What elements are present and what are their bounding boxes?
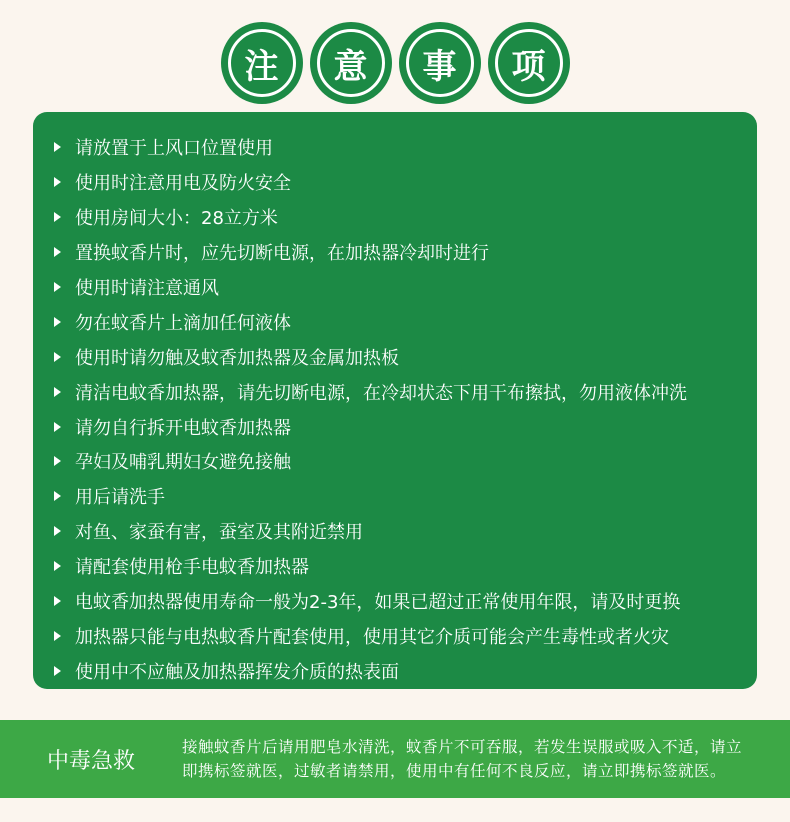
list-item [51, 618, 757, 653]
list-item-text: 置换蚊香片时，应先切断电源，在加热器冷却时进行 [75, 243, 489, 265]
list-item [51, 374, 757, 409]
list-item [51, 653, 757, 688]
triangle-bullet-icon [54, 247, 61, 257]
triangle-bullet-icon [54, 456, 61, 466]
list-item-text: 请勿自行拆开电蚊香加热器 [75, 417, 291, 439]
list-item-text: 孕妇及哺乳期妇女避免接触 [75, 452, 291, 474]
list-item-text: 勿在蚊香片上滴加任何液体 [75, 312, 291, 334]
title-badge [310, 22, 392, 104]
triangle-bullet-icon [54, 491, 61, 501]
first-aid-text: 接触蚊香片后请用肥皂水清洗，蚊香片不可吞服，若发生误服或吸入不适，请立即携标签就医，过敏者请禁用，使用中有任何不良反应，请立即携标签就医。 [182, 738, 743, 780]
list-item [51, 584, 757, 619]
list-item [51, 235, 757, 270]
triangle-bullet-icon [54, 142, 61, 152]
triangle-bullet-icon [54, 282, 61, 292]
triangle-bullet-icon [54, 352, 61, 362]
precautions-list [33, 112, 757, 688]
list-item [51, 339, 757, 374]
list-item-text: 对鱼、家蚕有害，蚕室及其附近禁用 [75, 522, 363, 544]
triangle-bullet-icon [54, 666, 61, 676]
triangle-bullet-icon [54, 526, 61, 536]
list-item-text: 使用房间大小：28立方米 [75, 208, 278, 230]
title-badge [488, 22, 570, 104]
first-aid-banner [0, 720, 790, 798]
list-item [51, 409, 757, 444]
list-item-text: 使用时请勿触及蚊香加热器及金属加热板 [75, 347, 399, 369]
list-item-text: 使用时请注意通风 [75, 278, 219, 299]
title-row [0, 22, 790, 104]
first-aid-title: 中毒急救 [46, 748, 135, 774]
list-item-text: 清洁电蚊香加热器，请先切断电源，在冷却状态下用干布擦拭，勿用液体冲洗 [75, 382, 687, 404]
list-item-text: 使用时注意用电及防火安全 [75, 173, 291, 195]
triangle-bullet-icon [54, 631, 61, 641]
triangle-bullet-icon [54, 596, 61, 606]
list-item-text: 用后请洗手 [75, 487, 165, 509]
list-item [51, 165, 757, 200]
triangle-bullet-icon [54, 177, 61, 187]
triangle-bullet-icon [54, 387, 61, 397]
list-item [51, 200, 757, 235]
list-item [51, 130, 757, 165]
list-item [51, 549, 757, 584]
title-char: 事 [406, 29, 474, 97]
list-item-text: 电蚊香加热器使用寿命一般为2-3年，如果已超过正常使用年限，请及时更换 [75, 592, 681, 614]
triangle-bullet-icon [54, 422, 61, 432]
list-item-text: 加热器只能与电热蚊香片配套使用，使用其它介质可能会产生毒性或者火灾 [75, 626, 669, 648]
list-item [51, 514, 757, 549]
triangle-bullet-icon [54, 561, 61, 571]
precautions-panel [33, 112, 757, 689]
title-char: 意 [317, 29, 385, 97]
triangle-bullet-icon [54, 212, 61, 222]
list-item [51, 479, 757, 514]
title-badge [221, 22, 303, 104]
title-char: 项 [495, 29, 563, 97]
list-item [51, 444, 757, 479]
list-item-text: 请配套使用枪手电蚊香加热器 [75, 557, 309, 579]
list-item [51, 304, 757, 339]
list-item [51, 270, 757, 305]
title-badge [399, 22, 481, 104]
title-char: 注 [228, 29, 296, 97]
list-item-text: 请放置于上风口位置使用 [75, 138, 273, 160]
list-item-text: 使用中不应触及加热器挥发介质的热表面 [75, 661, 399, 683]
triangle-bullet-icon [54, 317, 61, 327]
